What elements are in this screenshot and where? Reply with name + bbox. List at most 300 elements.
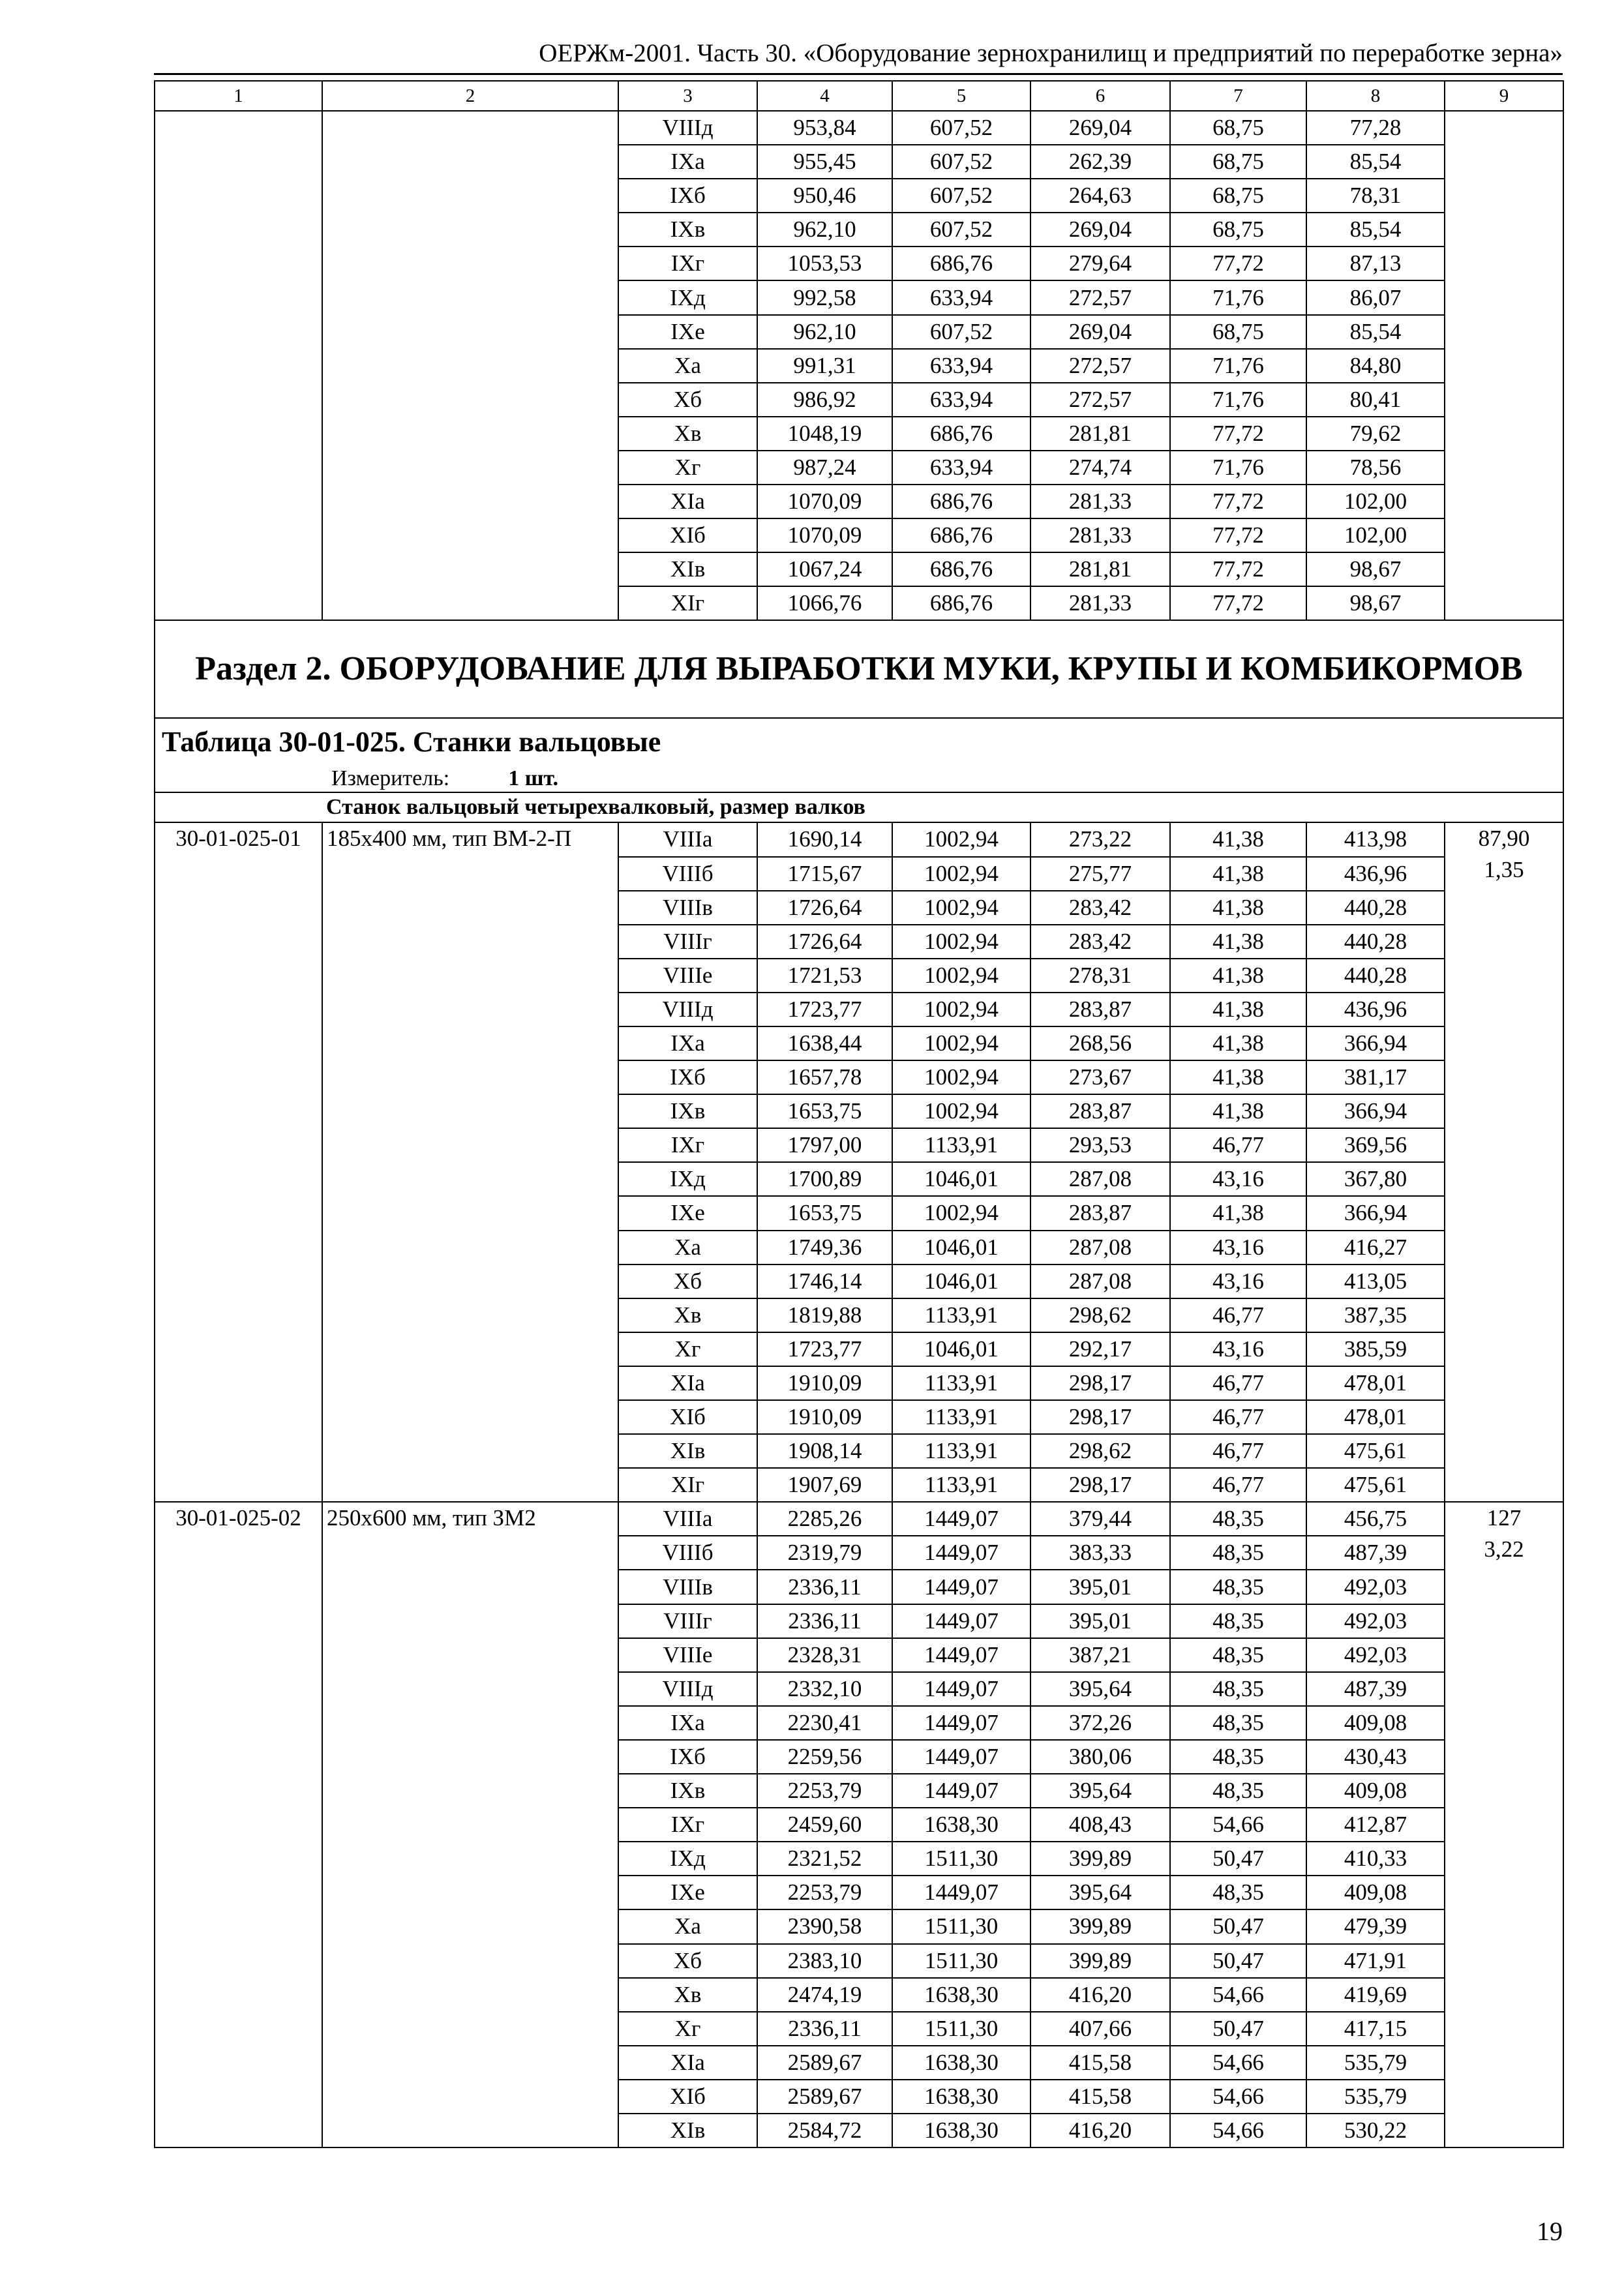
- zone-cell: IXа: [618, 1026, 757, 1060]
- value-cell: 366,94: [1306, 1094, 1445, 1128]
- zone-cell: Xа: [618, 349, 757, 383]
- value-cell: 1638,30: [892, 2114, 1030, 2147]
- value-cell: 281,33: [1030, 485, 1170, 518]
- value-cell: 80,41: [1306, 383, 1445, 417]
- value-cell: 366,94: [1306, 1196, 1445, 1230]
- value-cell: 487,39: [1306, 1536, 1445, 1570]
- value-cell: 68,75: [1170, 111, 1306, 145]
- value-cell: 1449,07: [892, 1774, 1030, 1808]
- value-cell: 272,57: [1030, 383, 1170, 417]
- column-number-cell: 4: [757, 81, 892, 111]
- column-number-cell: 9: [1445, 81, 1563, 111]
- value-cell: 1449,07: [892, 1740, 1030, 1774]
- value-cell: 436,96: [1306, 857, 1445, 891]
- value-cell: 607,52: [892, 179, 1030, 213]
- value-cell: 992,58: [757, 280, 892, 314]
- value-cell: 1002,94: [892, 993, 1030, 1026]
- zone-cell: IXе: [618, 315, 757, 349]
- value-cell: 1133,91: [892, 1434, 1030, 1468]
- running-header: ОЕРЖм-2001. Часть 30. «Оборудование зернохранилищ и предприятий по переработке зерна»: [539, 39, 1563, 67]
- value-cell: 41,38: [1170, 1094, 1306, 1128]
- value-cell: 41,38: [1170, 959, 1306, 993]
- value-cell: 2321,52: [757, 1842, 892, 1876]
- value-cell: 41,38: [1170, 1196, 1306, 1230]
- value-cell: 98,67: [1306, 586, 1445, 620]
- value-cell: 1638,30: [892, 1808, 1030, 1842]
- value-cell: 68,75: [1170, 145, 1306, 179]
- zone-cell: VIIIа: [618, 1502, 757, 1536]
- value-cell: 1048,19: [757, 417, 892, 451]
- value-cell: 1133,91: [892, 1298, 1030, 1332]
- value-cell: 283,87: [1030, 993, 1170, 1026]
- value-cell: 46,77: [1170, 1434, 1306, 1468]
- value-cell: 1449,07: [892, 1672, 1030, 1706]
- zone-cell: XIв: [618, 2114, 757, 2147]
- value-cell: 607,52: [892, 213, 1030, 247]
- value-cell: 1133,91: [892, 1468, 1030, 1502]
- value-cell: 2589,67: [757, 2046, 892, 2080]
- column-number-cell: 6: [1030, 81, 1170, 111]
- value-cell: 1002,94: [892, 857, 1030, 891]
- value-cell: 492,03: [1306, 1638, 1445, 1672]
- value-cell: 85,54: [1306, 145, 1445, 179]
- value-cell: 46,77: [1170, 1298, 1306, 1332]
- value-cell: 298,62: [1030, 1434, 1170, 1468]
- value-cell: 633,94: [892, 383, 1030, 417]
- value-cell: 950,46: [757, 179, 892, 213]
- zone-cell: Xв: [618, 1298, 757, 1332]
- value-cell: 1746,14: [757, 1264, 892, 1298]
- value-cell: 85,54: [1306, 213, 1445, 247]
- value-cell: 1002,94: [892, 1060, 1030, 1094]
- value-cell: 77,72: [1170, 586, 1306, 620]
- value-cell: 2336,11: [757, 2012, 892, 2046]
- group-heading-spacer: [155, 792, 322, 822]
- value-cell: 1797,00: [757, 1128, 892, 1162]
- value-cell: 281,33: [1030, 586, 1170, 620]
- value-cell: 281,81: [1030, 552, 1170, 586]
- header-rule: [154, 73, 1563, 75]
- value-cell: 1723,77: [757, 993, 892, 1026]
- zone-cell: Xа: [618, 1231, 757, 1264]
- column-number-row: [155, 81, 1563, 111]
- value-cell: 54,66: [1170, 1978, 1306, 2012]
- value-cell: 395,64: [1030, 1774, 1170, 1808]
- value-cell: 1638,44: [757, 1026, 892, 1060]
- value-cell: 48,35: [1170, 1502, 1306, 1536]
- zone-cell: VIIIд: [618, 111, 757, 145]
- value-cell: 413,98: [1306, 822, 1445, 856]
- unit-row: [155, 766, 1563, 792]
- value-cell: 77,72: [1170, 552, 1306, 586]
- table-caption-row: [155, 718, 1563, 766]
- value-cell: 1657,78: [757, 1060, 892, 1094]
- value-cell: 2285,26: [757, 1502, 892, 1536]
- value-cell: 48,35: [1170, 1570, 1306, 1604]
- value-cell: 2259,56: [757, 1740, 892, 1774]
- value-cell: 2390,58: [757, 1909, 892, 1943]
- value-cell: 416,20: [1030, 1978, 1170, 2012]
- value-cell: 478,01: [1306, 1400, 1445, 1434]
- value-cell: 77,72: [1170, 485, 1306, 518]
- value-cell: 686,76: [892, 552, 1030, 586]
- value-cell: 416,20: [1030, 2114, 1170, 2147]
- value-cell: 272,57: [1030, 349, 1170, 383]
- value-cell: 71,76: [1170, 280, 1306, 314]
- value-cell: 273,22: [1030, 822, 1170, 856]
- zone-cell: IXг: [618, 1808, 757, 1842]
- value-cell: 2319,79: [757, 1536, 892, 1570]
- value-cell: 607,52: [892, 315, 1030, 349]
- value-cell: 41,38: [1170, 857, 1306, 891]
- value-cell: 1046,01: [892, 1264, 1030, 1298]
- value-cell: 395,01: [1030, 1604, 1170, 1638]
- value-cell: 395,64: [1030, 1672, 1170, 1706]
- value-cell: 48,35: [1170, 1638, 1306, 1672]
- value-cell: 77,72: [1170, 417, 1306, 451]
- zone-cell: IXг: [618, 1128, 757, 1162]
- col9-value: 127: [1486, 1505, 1522, 1531]
- value-cell: 1721,53: [757, 959, 892, 993]
- zone-cell: Xб: [618, 383, 757, 417]
- value-cell: 77,72: [1170, 247, 1306, 280]
- value-cell: 2253,79: [757, 1876, 892, 1909]
- zone-cell: IXе: [618, 1196, 757, 1230]
- value-cell: 2253,79: [757, 1774, 892, 1808]
- value-cell: 48,35: [1170, 1706, 1306, 1740]
- section-row: [155, 620, 1563, 718]
- value-cell: 1449,07: [892, 1536, 1030, 1570]
- value-cell: 987,24: [757, 451, 892, 485]
- value-cell: 385,59: [1306, 1332, 1445, 1366]
- value-cell: 281,33: [1030, 518, 1170, 552]
- value-cell: 1511,30: [892, 2012, 1030, 2046]
- value-cell: 68,75: [1170, 315, 1306, 349]
- value-cell: 2383,10: [757, 1944, 892, 1978]
- value-cell: 383,33: [1030, 1536, 1170, 1570]
- value-cell: 381,17: [1306, 1060, 1445, 1094]
- zone-cell: VIIIд: [618, 1672, 757, 1706]
- value-cell: 1046,01: [892, 1231, 1030, 1264]
- value-cell: 46,77: [1170, 1468, 1306, 1502]
- column-number-cell: 8: [1306, 81, 1445, 111]
- value-cell: 1449,07: [892, 1876, 1030, 1909]
- value-cell: 2336,11: [757, 1570, 892, 1604]
- group-heading-row: [155, 792, 1563, 822]
- col9-value: 87,90: [1478, 826, 1530, 852]
- table-row: [155, 822, 1563, 856]
- zone-cell: IXд: [618, 280, 757, 314]
- name-cell-empty: [322, 111, 618, 620]
- value-cell: 68,75: [1170, 179, 1306, 213]
- value-cell: 430,43: [1306, 1740, 1445, 1774]
- value-cell: 410,33: [1306, 1842, 1445, 1876]
- zone-cell: IXб: [618, 1060, 757, 1094]
- value-cell: 43,16: [1170, 1264, 1306, 1298]
- value-cell: 269,04: [1030, 111, 1170, 145]
- value-cell: 50,47: [1170, 1909, 1306, 1943]
- value-cell: 1070,09: [757, 485, 892, 518]
- value-cell: 269,04: [1030, 315, 1170, 349]
- value-cell: 387,35: [1306, 1298, 1445, 1332]
- value-cell: 281,81: [1030, 417, 1170, 451]
- value-cell: 269,04: [1030, 213, 1170, 247]
- value-cell: 2328,31: [757, 1638, 892, 1672]
- value-cell: 686,76: [892, 586, 1030, 620]
- zone-cell: Xг: [618, 451, 757, 485]
- value-cell: 1907,69: [757, 1468, 892, 1502]
- zone-cell: IXб: [618, 179, 757, 213]
- value-cell: 407,66: [1030, 2012, 1170, 2046]
- zone-cell: IXб: [618, 1740, 757, 1774]
- code-cell-empty: [155, 111, 322, 620]
- value-cell: 1449,07: [892, 1638, 1030, 1672]
- value-cell: 440,28: [1306, 959, 1445, 993]
- table-caption: Таблица 30-01-025. Станки вальцовые: [155, 718, 1563, 766]
- value-cell: 686,76: [892, 417, 1030, 451]
- value-cell: 48,35: [1170, 1740, 1306, 1774]
- item-name: 185х400 мм, тип ВМ-2-П: [322, 822, 618, 1502]
- value-cell: 287,08: [1030, 1264, 1170, 1298]
- value-cell: 530,22: [1306, 2114, 1445, 2147]
- value-cell: 43,16: [1170, 1332, 1306, 1366]
- section-title: Раздел 2. ОБОРУДОВАНИЕ ДЛЯ ВЫРАБОТКИ МУКИ, КРУПЫ И КОМБИКОРМОВ: [155, 620, 1563, 718]
- value-cell: 84,80: [1306, 349, 1445, 383]
- value-cell: 78,31: [1306, 179, 1445, 213]
- value-cell: 1638,30: [892, 2046, 1030, 2080]
- value-cell: 456,75: [1306, 1502, 1445, 1536]
- zone-cell: Xг: [618, 1332, 757, 1366]
- group-heading: Станок вальцовый четырехвалковый, размер валков: [322, 792, 1563, 822]
- value-cell: 41,38: [1170, 1026, 1306, 1060]
- zone-cell: Xб: [618, 1944, 757, 1978]
- value-cell: 68,75: [1170, 213, 1306, 247]
- value-cell: 1070,09: [757, 518, 892, 552]
- value-cell: 273,67: [1030, 1060, 1170, 1094]
- zone-cell: VIIIг: [618, 925, 757, 959]
- value-cell: 367,80: [1306, 1162, 1445, 1196]
- value-cell: 268,56: [1030, 1026, 1170, 1060]
- value-cell: 1715,67: [757, 857, 892, 891]
- value-cell: 48,35: [1170, 1876, 1306, 1909]
- zone-cell: Xа: [618, 1909, 757, 1943]
- item-code: 30-01-025-01: [155, 822, 322, 1502]
- zone-cell: Xв: [618, 417, 757, 451]
- table-row: [155, 111, 1563, 145]
- value-cell: 43,16: [1170, 1162, 1306, 1196]
- zone-cell: VIIIа: [618, 822, 757, 856]
- value-cell: 419,69: [1306, 1978, 1445, 2012]
- value-cell: 41,38: [1170, 1060, 1306, 1094]
- value-cell: 1910,09: [757, 1400, 892, 1434]
- value-cell: 492,03: [1306, 1570, 1445, 1604]
- value-cell: 2332,10: [757, 1672, 892, 1706]
- value-cell: 71,76: [1170, 383, 1306, 417]
- value-cell: 2474,19: [757, 1978, 892, 2012]
- unit-value: 1 шт.: [508, 766, 559, 791]
- value-cell: 77,28: [1306, 111, 1445, 145]
- value-cell: 372,26: [1030, 1706, 1170, 1740]
- item-col9: [1445, 1502, 1563, 2147]
- zone-cell: Xв: [618, 1978, 757, 2012]
- value-cell: 292,17: [1030, 1332, 1170, 1366]
- item-name: 250х600 мм, тип ЗМ2: [322, 1502, 618, 2147]
- value-cell: 1511,30: [892, 1944, 1030, 1978]
- value-cell: 46,77: [1170, 1366, 1306, 1400]
- value-cell: 1046,01: [892, 1162, 1030, 1196]
- zone-cell: VIIIе: [618, 1638, 757, 1672]
- value-cell: 1133,91: [892, 1128, 1030, 1162]
- value-cell: 78,56: [1306, 451, 1445, 485]
- value-cell: 535,79: [1306, 2080, 1445, 2114]
- table-body: [155, 81, 1563, 2147]
- zone-cell: IXд: [618, 1842, 757, 1876]
- value-cell: 535,79: [1306, 2046, 1445, 2080]
- column-number-cell: 3: [618, 81, 757, 111]
- value-cell: 2230,41: [757, 1706, 892, 1740]
- value-cell: 440,28: [1306, 891, 1445, 925]
- value-cell: 366,94: [1306, 1026, 1445, 1060]
- value-cell: 298,17: [1030, 1366, 1170, 1400]
- value-cell: 41,38: [1170, 891, 1306, 925]
- value-cell: 85,54: [1306, 315, 1445, 349]
- value-cell: 87,13: [1306, 247, 1445, 280]
- zone-cell: VIIIд: [618, 993, 757, 1026]
- zone-cell: XIг: [618, 586, 757, 620]
- value-cell: 436,96: [1306, 993, 1445, 1026]
- zone-cell: VIIIб: [618, 1536, 757, 1570]
- zone-cell: XIа: [618, 1366, 757, 1400]
- zone-cell: XIа: [618, 485, 757, 518]
- value-cell: 77,72: [1170, 518, 1306, 552]
- value-cell: 79,62: [1306, 417, 1445, 451]
- zone-cell: XIг: [618, 1468, 757, 1502]
- value-cell: 415,58: [1030, 2080, 1170, 2114]
- value-cell: 478,01: [1306, 1366, 1445, 1400]
- value-cell: 71,76: [1170, 349, 1306, 383]
- value-cell: 607,52: [892, 145, 1030, 179]
- value-cell: 262,39: [1030, 145, 1170, 179]
- value-cell: 399,89: [1030, 1909, 1170, 1943]
- column-number-cell: 1: [155, 81, 322, 111]
- value-cell: 607,52: [892, 111, 1030, 145]
- value-cell: 440,28: [1306, 925, 1445, 959]
- value-cell: 409,08: [1306, 1774, 1445, 1808]
- value-cell: 283,42: [1030, 891, 1170, 925]
- value-cell: 1511,30: [892, 1842, 1030, 1876]
- value-cell: 492,03: [1306, 1604, 1445, 1638]
- value-cell: 1449,07: [892, 1570, 1030, 1604]
- zone-cell: IXв: [618, 1774, 757, 1808]
- value-cell: 686,76: [892, 485, 1030, 518]
- value-cell: 686,76: [892, 518, 1030, 552]
- zone-cell: VIIIв: [618, 1570, 757, 1604]
- value-cell: 102,00: [1306, 485, 1445, 518]
- value-cell: 395,01: [1030, 1570, 1170, 1604]
- zone-cell: IXв: [618, 213, 757, 247]
- column-number-cell: 7: [1170, 81, 1306, 111]
- value-cell: 633,94: [892, 349, 1030, 383]
- value-cell: 380,06: [1030, 1740, 1170, 1774]
- unit-label: Измеритель:: [331, 766, 450, 791]
- value-cell: 471,91: [1306, 1944, 1445, 1978]
- value-cell: 2459,60: [757, 1808, 892, 1842]
- value-cell: 1723,77: [757, 1332, 892, 1366]
- value-cell: 416,27: [1306, 1231, 1445, 1264]
- col9-value: 3,22: [1484, 1536, 1524, 1563]
- value-cell: 54,66: [1170, 2080, 1306, 2114]
- item-col9: [1445, 822, 1563, 1502]
- value-cell: 2584,72: [757, 2114, 892, 2147]
- value-cell: 48,35: [1170, 1536, 1306, 1570]
- value-cell: 387,21: [1030, 1638, 1170, 1672]
- value-cell: 283,87: [1030, 1196, 1170, 1230]
- value-cell: 475,61: [1306, 1468, 1445, 1502]
- value-cell: 283,42: [1030, 925, 1170, 959]
- value-cell: 475,61: [1306, 1434, 1445, 1468]
- extra-cell-empty: [1445, 111, 1563, 620]
- value-cell: 43,16: [1170, 1231, 1306, 1264]
- value-cell: 369,56: [1306, 1128, 1445, 1162]
- value-cell: 399,89: [1030, 1944, 1170, 1978]
- value-cell: 962,10: [757, 213, 892, 247]
- value-cell: 287,08: [1030, 1231, 1170, 1264]
- zone-cell: VIIIв: [618, 891, 757, 925]
- value-cell: 399,89: [1030, 1842, 1170, 1876]
- value-cell: 1067,24: [757, 552, 892, 586]
- zone-cell: XIв: [618, 552, 757, 586]
- zone-cell: IXг: [618, 247, 757, 280]
- value-cell: 48,35: [1170, 1672, 1306, 1706]
- zone-cell: VIIIе: [618, 959, 757, 993]
- value-cell: 379,44: [1030, 1502, 1170, 1536]
- value-cell: 298,17: [1030, 1400, 1170, 1434]
- page-number: 19: [1537, 2217, 1563, 2246]
- value-cell: 1002,94: [892, 1196, 1030, 1230]
- zone-cell: IXе: [618, 1876, 757, 1909]
- value-cell: 278,31: [1030, 959, 1170, 993]
- value-cell: 413,05: [1306, 1264, 1445, 1298]
- value-cell: 298,62: [1030, 1298, 1170, 1332]
- value-cell: 71,76: [1170, 451, 1306, 485]
- zone-cell: XIб: [618, 1400, 757, 1434]
- value-cell: 408,43: [1030, 1808, 1170, 1842]
- zone-cell: IXа: [618, 145, 757, 179]
- zone-cell: IXа: [618, 1706, 757, 1740]
- table-row: [155, 1502, 1563, 1536]
- item-code: 30-01-025-02: [155, 1502, 322, 2147]
- value-cell: 41,38: [1170, 822, 1306, 856]
- value-cell: 1653,75: [757, 1094, 892, 1128]
- value-cell: 1638,30: [892, 2080, 1030, 2114]
- value-cell: 1638,30: [892, 1978, 1030, 2012]
- value-cell: 48,35: [1170, 1604, 1306, 1638]
- value-cell: 1002,94: [892, 959, 1030, 993]
- value-cell: 1726,64: [757, 891, 892, 925]
- value-cell: 1449,07: [892, 1706, 1030, 1740]
- value-cell: 1726,64: [757, 925, 892, 959]
- value-cell: 54,66: [1170, 1808, 1306, 1842]
- value-cell: 1910,09: [757, 1366, 892, 1400]
- col9-value: 1,35: [1484, 857, 1524, 883]
- value-cell: 48,35: [1170, 1774, 1306, 1808]
- value-cell: 50,47: [1170, 1842, 1306, 1876]
- value-cell: 86,07: [1306, 280, 1445, 314]
- zone-cell: XIб: [618, 518, 757, 552]
- zone-cell: Xб: [618, 1264, 757, 1298]
- zone-cell: IXд: [618, 1162, 757, 1196]
- zone-cell: IXв: [618, 1094, 757, 1128]
